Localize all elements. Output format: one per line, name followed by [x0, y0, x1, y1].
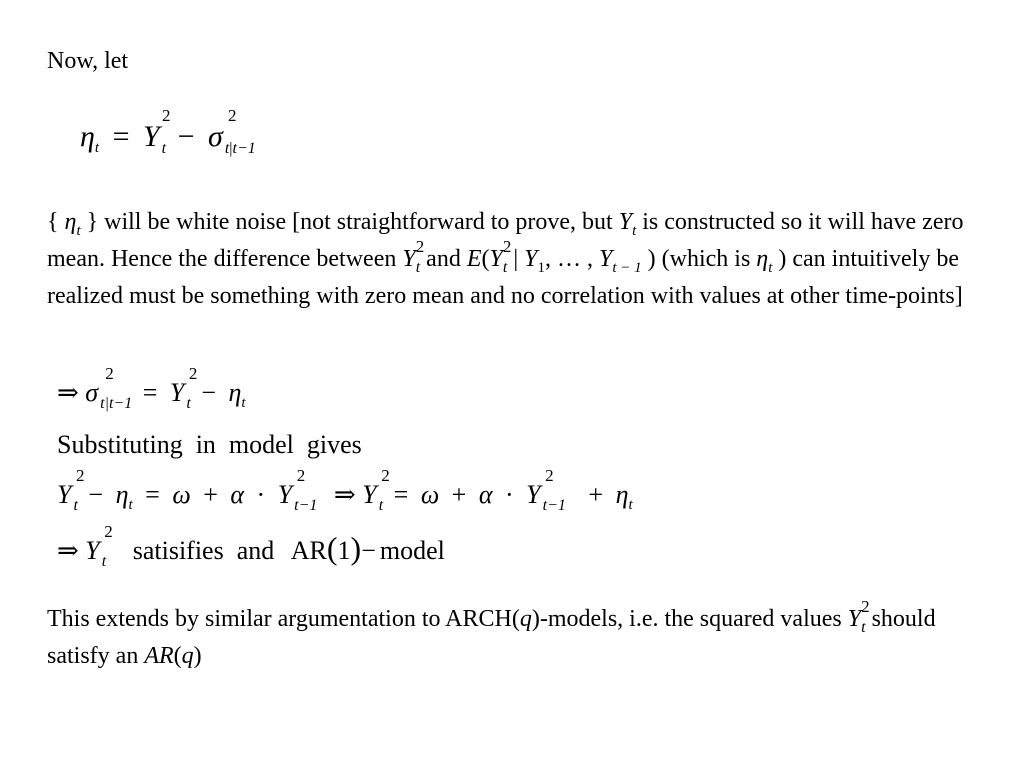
eta-symbol: η [64, 209, 77, 235]
plus-sign: + [451, 480, 467, 509]
omega-symbol: ω [172, 480, 191, 509]
expectation-symbol: E [466, 246, 482, 272]
y-squared-indices: 2 $_t$ [861, 597, 870, 636]
y-squared-t: Y 2 $_t$ [85, 522, 113, 570]
equals-sign: = [142, 378, 158, 407]
y-symbol: Y [402, 246, 416, 272]
sigma-squared-conditional: σ 2 $_{t|t-1}$ [85, 364, 133, 412]
open-paren: ( [173, 643, 182, 669]
y-squared-indices: 2 $_t$ [415, 237, 425, 276]
y-symbol: Y [524, 246, 538, 272]
q-symbol: q [519, 606, 532, 632]
model-text: model [379, 536, 445, 565]
intro-text: Now, let [47, 48, 129, 74]
y-subscript-one: 1 [537, 260, 545, 276]
plus-sign: + [588, 480, 604, 509]
satisfies-text: satisifies and [132, 536, 275, 565]
q-symbol: q [181, 643, 194, 669]
eta-subscript: t [128, 497, 133, 513]
implies-arrow: ⇒ [57, 378, 79, 407]
y-squared-t: Y 2 $_t$ [169, 364, 198, 412]
y-symbol: Y [618, 209, 633, 235]
alpha-symbol: α [478, 480, 493, 509]
y-squared-t: Y 2 $_t$ [57, 466, 85, 514]
paragraph2-text-1: This extends by similar argumentation to ARCH( [47, 606, 520, 632]
paragraph2-text-3: should satisfy an [47, 606, 936, 669]
ar-label: AR [290, 536, 327, 565]
close-paren: ) [641, 246, 656, 272]
ar-close-paren: ) [350, 530, 362, 566]
y-subscript-tm1: t − 1 [612, 260, 642, 276]
open-paren: ( [481, 246, 490, 272]
y-squared-tm1: Y 2 $_{t-1}$ [526, 466, 566, 514]
paragraph1-text-4: (which is [655, 246, 757, 272]
plus-sign: + [203, 480, 218, 509]
derivation-line-3 [57, 522, 445, 570]
y-subscript: t [632, 223, 637, 239]
y-squared-indices: 2 $_t$ [502, 237, 512, 276]
alpha-symbol: α [230, 480, 245, 509]
omega-symbol: ω [420, 480, 440, 509]
definition-equation [80, 106, 256, 157]
ar-label: AR [144, 643, 174, 669]
close-paren: ) [193, 643, 202, 669]
eta-symbol: η [115, 480, 129, 509]
implies-arrow: ⇒ [333, 480, 356, 509]
paragraph2-text-2: )-models, i.e. the squared values [531, 606, 848, 632]
eta-symbol: η [80, 120, 95, 153]
y-symbol: Y [598, 246, 613, 272]
ellipsis: , … , [544, 246, 599, 272]
minus-sign: − [88, 480, 104, 509]
paragraph1-text-1: will be white noise [not straightforward to prove, but [98, 209, 619, 235]
implies-arrow: ⇒ [57, 536, 79, 565]
eta-symbol: η [615, 480, 629, 509]
y-symbol: Y [489, 246, 503, 272]
substituting-text: Substituting in model gives [57, 430, 362, 459]
paragraph1-text-5: ) can intuitively be realized must be something with zero mean and no correlation with values at other time-points] [47, 246, 963, 309]
equals-sign: = [393, 480, 409, 509]
close-brace: } [86, 209, 99, 235]
sigma-squared-conditional: σ 2 $_{t|t-1}$ [208, 106, 256, 157]
paragraph-white-noise [47, 205, 977, 313]
eta-symbol: η [228, 378, 242, 407]
y-symbol: Y [847, 606, 862, 632]
y-squared-t: Y 2 $_t$ [142, 106, 171, 157]
open-brace: { [47, 209, 59, 235]
paragraph1-text-3: and [420, 246, 467, 272]
paragraph1-text-2: is constructed so it will have zero mean. Hence the difference between [47, 209, 964, 272]
eta-subscript: t [76, 223, 81, 239]
derivation-line-1 [57, 364, 246, 412]
y-squared-tm1: Y 2 $_{t-1}$ [277, 466, 318, 514]
conditioning-bar: | [507, 246, 525, 272]
paragraph-arch-extension [47, 597, 977, 673]
minus-sign: − [201, 378, 216, 407]
ar-open-paren: ( [326, 530, 338, 566]
eta-subscript: t [241, 395, 246, 411]
dot-operator: · [505, 480, 514, 509]
derivation-line-2 [57, 466, 633, 514]
ar-order: 1 [337, 536, 351, 565]
eta-subscript: t [628, 497, 633, 513]
equals-sign: = [112, 120, 130, 153]
eta-subscript: t [768, 260, 773, 276]
eta-symbol: η [756, 246, 769, 272]
y-squared-t: Y 2 $_t$ [362, 466, 390, 514]
dot-operator: · [256, 480, 266, 509]
equals-sign: = [145, 480, 160, 509]
minus-sign: − [361, 536, 376, 565]
eta-subscript: t [94, 140, 100, 156]
minus-sign: − [177, 120, 195, 153]
